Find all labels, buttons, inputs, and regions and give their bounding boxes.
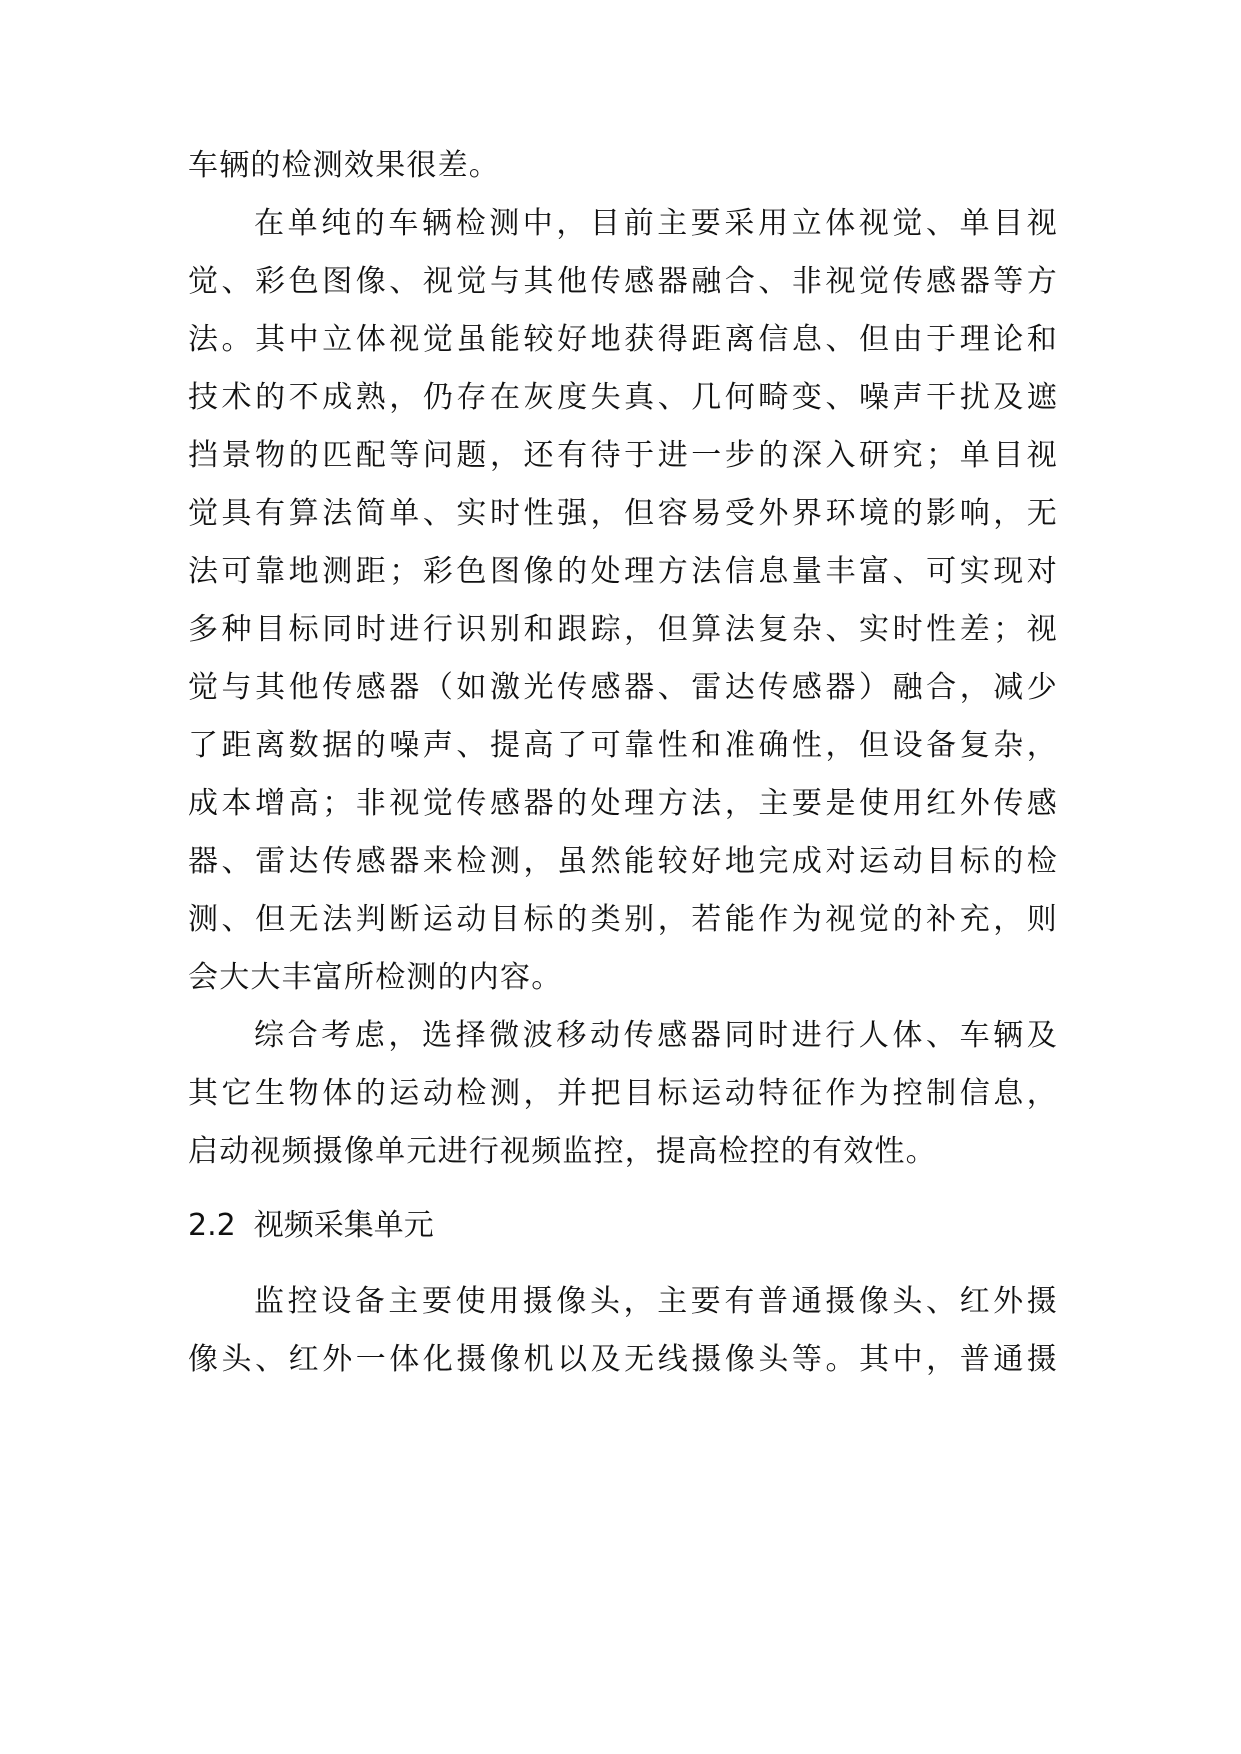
paragraph-line: 综合考虑，选择微波移动传感器同时进行人体、车辆及 [254, 1018, 1058, 1053]
section-title: 视频采集单元 [253, 1208, 434, 1243]
section-heading [188, 1194, 434, 1258]
paragraph-line: 觉与其他传感器（如激光传感器、雷达传感器）融合，减少 [188, 670, 1058, 705]
paragraph-line: 挡景物的匹配等问题，还有待于进一步的深入研究；单目视 [188, 438, 1058, 473]
paragraph-line: 在单纯的车辆检测中，目前主要采用立体视觉、单目视 [254, 206, 1058, 241]
paragraph-line: 启动视频摄像单元进行视频监控，提高检控的有效性。 [188, 1134, 937, 1169]
paragraph-line: 法。其中立体视觉虽能较好地获得距离信息、但由于理论和 [188, 322, 1058, 357]
paragraph-line: 觉、彩色图像、视觉与其他传感器融合、非视觉传感器等方 [188, 264, 1058, 299]
paragraph-line: 多种目标同时进行识别和跟踪，但算法复杂、实时性差；视 [188, 612, 1058, 647]
paragraph-line: 器、雷达传感器来检测，虽然能较好地完成对运动目标的检 [188, 844, 1058, 879]
paragraph-line: 测、但无法判断运动目标的类别，若能作为视觉的补充，则 [188, 902, 1058, 937]
paragraph-line: 成本增高；非视觉传感器的处理方法，主要是使用红外传感 [188, 786, 1058, 821]
paragraph-line: 监控设备主要使用摄像头，主要有普通摄像头、红外摄 [254, 1284, 1058, 1319]
paragraph-line: 其它生物体的运动检测，并把目标运动特征作为控制信息， [188, 1076, 1058, 1111]
paragraph-line: 会大大丰富所检测的内容。 [188, 960, 563, 995]
paragraph-line: 车辆的检测效果很差。 [188, 148, 500, 183]
paragraph-line: 像头、红外一体化摄像机以及无线摄像头等。其中，普通摄 [188, 1342, 1058, 1377]
paragraph-line: 法可靠地测距；彩色图像的处理方法信息量丰富、可实现对 [188, 554, 1058, 589]
section-number: 2.2 [188, 1208, 236, 1243]
paragraph-line: 技术的不成熟，仍存在灰度失真、几何畸变、噪声干扰及遮 [188, 380, 1058, 415]
paragraph-line: 觉具有算法简单、实时性强，但容易受外界环境的影响，无 [188, 496, 1058, 531]
paragraph-line: 了距离数据的噪声、提高了可靠性和准确性，但设备复杂， [188, 728, 1058, 763]
